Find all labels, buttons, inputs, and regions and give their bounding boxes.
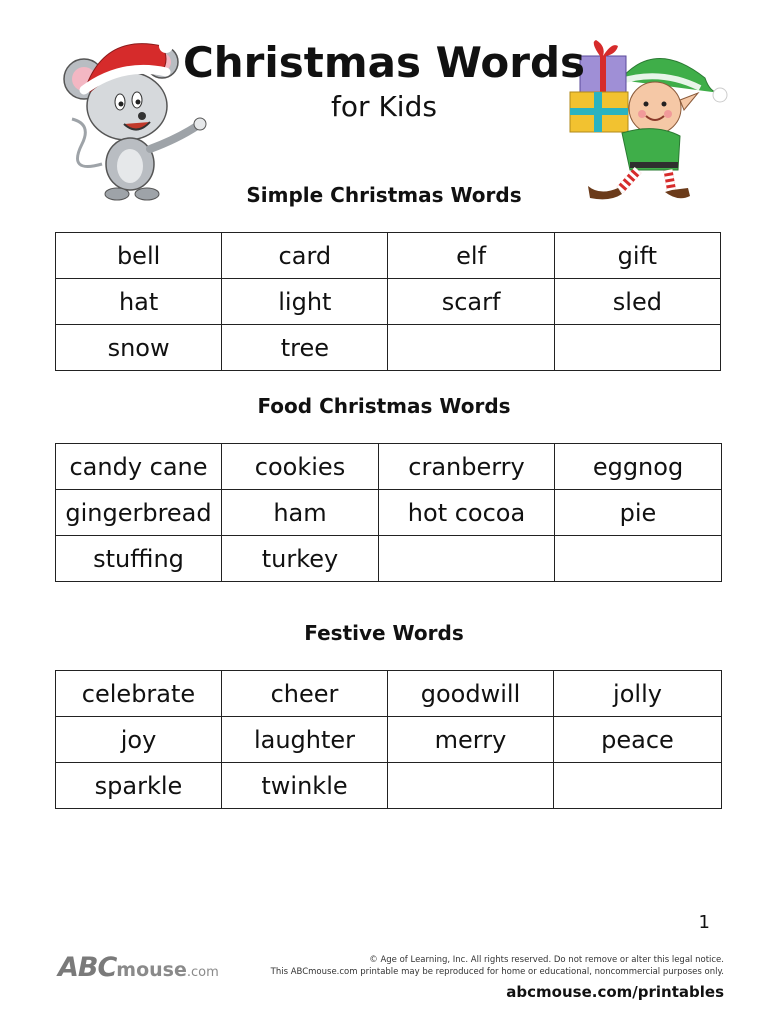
- word-cell: ham: [222, 490, 379, 536]
- word-cell: goodwill: [388, 671, 554, 717]
- table-row: [56, 444, 722, 490]
- word-cell: hat: [56, 279, 222, 325]
- word-cell: [388, 763, 554, 809]
- table-row: [56, 763, 722, 809]
- word-cell: cheer: [222, 671, 388, 717]
- word-cell: [555, 536, 722, 582]
- word-cell: [554, 763, 722, 809]
- word-cell: cranberry: [379, 444, 555, 490]
- table-row: [56, 536, 722, 582]
- word-cell: card: [222, 233, 388, 279]
- word-cell: scarf: [388, 279, 554, 325]
- word-cell: [388, 325, 554, 371]
- word-cell: [554, 325, 720, 371]
- word-cell: joy: [56, 717, 222, 763]
- word-cell: sparkle: [56, 763, 222, 809]
- page-subtitle: for Kids: [331, 90, 437, 123]
- page-number: 1: [698, 912, 710, 933]
- word-cell: stuffing: [56, 536, 222, 582]
- word-cell: sled: [554, 279, 720, 325]
- table-row: [56, 717, 722, 763]
- word-cell: candy cane: [56, 444, 222, 490]
- legal-line-2: This ABCmouse.com printable may be reproduced for home or educational, noncommercial purposes only.: [270, 967, 724, 977]
- word-cell: merry: [388, 717, 554, 763]
- word-cell: celebrate: [56, 671, 222, 717]
- word-cell: laughter: [222, 717, 388, 763]
- word-cell: twinkle: [222, 763, 388, 809]
- logo-mouse: mouse: [116, 959, 187, 981]
- section-title-simple: Simple Christmas Words: [246, 183, 522, 207]
- word-cell: gift: [554, 233, 720, 279]
- table-row: [56, 671, 722, 717]
- section-title-festive: Festive Words: [304, 621, 464, 645]
- word-cell: gingerbread: [56, 490, 222, 536]
- table-row: [56, 233, 721, 279]
- word-cell: [379, 536, 555, 582]
- abcmouse-logo: [58, 952, 219, 982]
- logo-com: .com: [186, 965, 219, 980]
- word-cell: eggnog: [555, 444, 722, 490]
- table-row: [56, 490, 722, 536]
- word-cell: turkey: [222, 536, 379, 582]
- page-title: Christmas Words: [182, 38, 586, 87]
- table-row: [56, 325, 721, 371]
- word-cell: tree: [222, 325, 388, 371]
- word-cell: hot cocoa: [379, 490, 555, 536]
- word-cell: bell: [56, 233, 222, 279]
- word-cell: elf: [388, 233, 554, 279]
- logo-abc: ABC: [58, 952, 117, 983]
- table-row: [56, 279, 721, 325]
- simple-words-table: [55, 232, 721, 371]
- word-cell: pie: [555, 490, 722, 536]
- food-words-table: [55, 443, 722, 582]
- word-cell: jolly: [554, 671, 722, 717]
- festive-words-table: [55, 670, 722, 809]
- section-title-food: Food Christmas Words: [257, 394, 511, 418]
- printables-url: abcmouse.com/printables: [506, 983, 724, 1001]
- legal-line-1: © Age of Learning, Inc. All rights reserved. Do not remove or alter this legal notice.: [369, 955, 724, 965]
- word-cell: peace: [554, 717, 722, 763]
- word-cell: snow: [56, 325, 222, 371]
- word-cell: light: [222, 279, 388, 325]
- legal-notice: [271, 954, 724, 978]
- word-cell: cookies: [222, 444, 379, 490]
